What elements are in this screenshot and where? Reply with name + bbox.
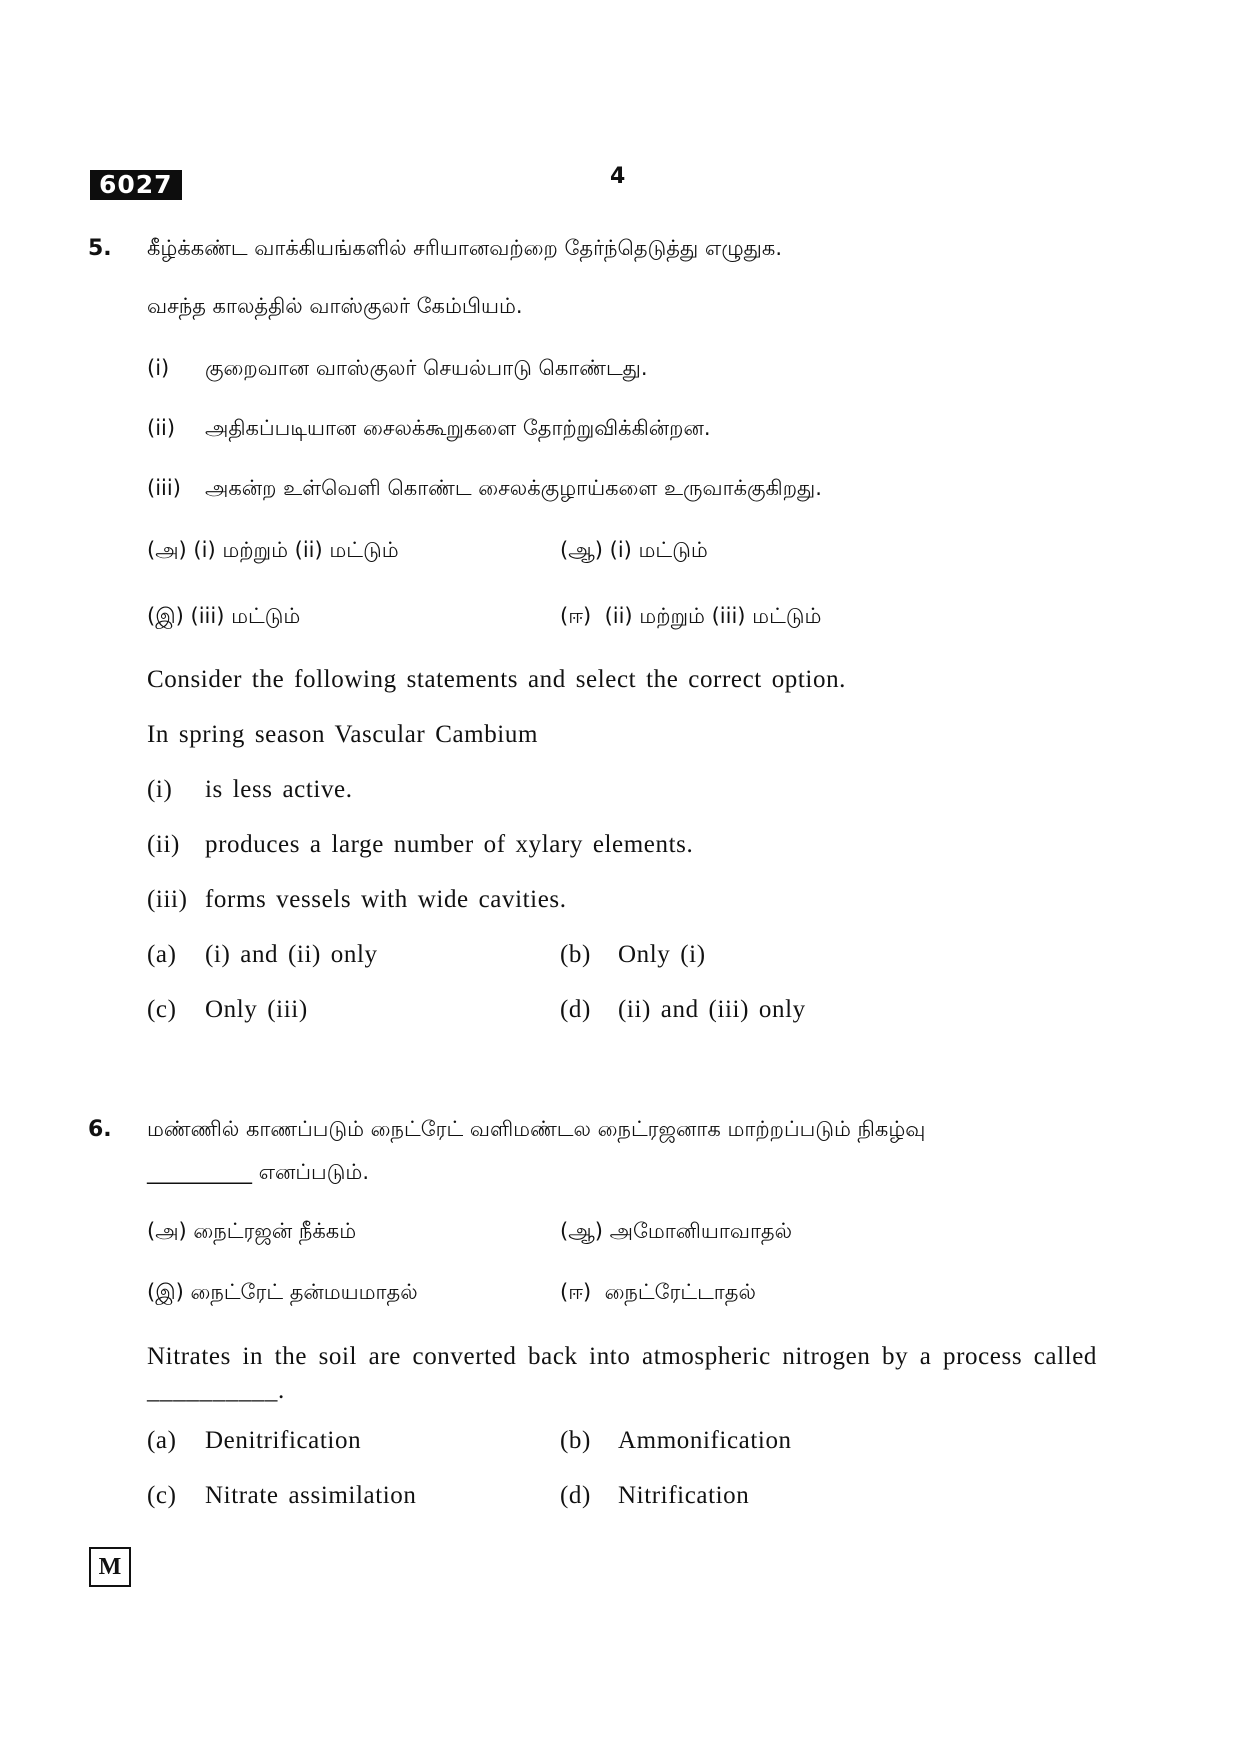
option-label: (c) bbox=[147, 996, 177, 1023]
option-text: Only (iii) bbox=[205, 996, 308, 1023]
q5-tamil-instruction: கீழ்க்கண்ட வாக்கியங்களில் சரியானவற்றை தேர்ந்தெடுத்து எழுதுக. bbox=[147, 236, 782, 260]
statement-number: (i) bbox=[147, 356, 170, 380]
q5-english-statement bbox=[147, 776, 353, 804]
option-label: (அ) bbox=[147, 1219, 187, 1243]
statement-number: (ii) bbox=[147, 831, 180, 858]
q6-tamil-option-b[interactable] bbox=[560, 1219, 792, 1246]
statement-text: is less active. bbox=[205, 776, 353, 803]
statement-text: அகன்ற உள்வெளி கொண்ட சைலக்குழாய்களை உருவாக்குகிறது. bbox=[205, 476, 822, 500]
q6-english-option-b[interactable] bbox=[560, 1427, 792, 1455]
option-label: (ஆ) bbox=[560, 1219, 603, 1243]
option-text: நைட்ரஜன் நீக்கம் bbox=[193, 1219, 357, 1243]
option-label: (ஈ) bbox=[560, 1280, 592, 1304]
option-label: (d) bbox=[560, 996, 591, 1023]
option-text: Denitrification bbox=[205, 1427, 362, 1454]
option-text: (ii) மற்றும் (iii) மட்டும் bbox=[604, 604, 822, 628]
q5-tamil-option-c[interactable] bbox=[147, 604, 300, 631]
option-text: (i) மற்றும் (ii) மட்டும் bbox=[193, 538, 399, 562]
q5-english-option-d[interactable] bbox=[560, 996, 806, 1024]
option-text: Nitrification bbox=[618, 1482, 750, 1509]
statement-number: (iii) bbox=[147, 476, 181, 500]
question-5-number: 5. bbox=[88, 236, 112, 261]
q5-english-statement bbox=[147, 886, 567, 914]
option-label: (ஈ) bbox=[560, 604, 592, 628]
q5-english-option-a[interactable] bbox=[147, 941, 378, 969]
medium-mark-box: M bbox=[89, 1547, 131, 1587]
q5-english-statement bbox=[147, 831, 693, 859]
option-label: (d) bbox=[560, 1482, 591, 1509]
q5-english-instruction: Consider the following statements and select the correct option. bbox=[147, 666, 847, 693]
statement-text: அதிகப்படியான சைலக்கூறுகளை தோற்றுவிக்கின்றன. bbox=[205, 416, 711, 440]
option-text: (iii) மட்டும் bbox=[190, 604, 301, 628]
page-number: 4 bbox=[610, 164, 626, 189]
option-text: (ii) and (iii) only bbox=[618, 996, 806, 1023]
q6-english-question: Nitrates in the soil are converted back into atmospheric nitrogen by a process called __________. bbox=[147, 1343, 1097, 1404]
q5-english-option-b[interactable] bbox=[560, 941, 706, 969]
statement-number: (ii) bbox=[147, 416, 176, 440]
option-text: Ammonification bbox=[618, 1427, 792, 1454]
q5-tamil-option-d[interactable] bbox=[560, 604, 821, 631]
option-label: (இ) bbox=[147, 604, 184, 628]
statement-text: forms vessels with wide cavities. bbox=[205, 886, 567, 913]
question-6-number: 6. bbox=[88, 1117, 112, 1142]
q6-tamil-option-d[interactable] bbox=[560, 1280, 756, 1307]
option-label: (இ) bbox=[147, 1280, 184, 1304]
option-text: நைட்ரேட்டாதல் bbox=[604, 1280, 756, 1304]
option-label: (b) bbox=[560, 941, 591, 968]
statement-text: குறைவான வாஸ்குலர் செயல்பாடு கொண்டது. bbox=[205, 356, 648, 380]
q5-tamil-stem: வசந்த காலத்தில் வாஸ்குலர் கேம்பியம். bbox=[147, 294, 523, 318]
q6-tamil-option-c[interactable] bbox=[147, 1280, 418, 1307]
q5-tamil-statement bbox=[147, 476, 822, 503]
statement-number: (i) bbox=[147, 776, 173, 803]
option-text: (i) and (ii) only bbox=[205, 941, 378, 968]
q6-tamil-question-line1: மண்ணில் காணப்படும் நைட்ரேட் வளிமண்டல நைட்ரஜனாக மாற்றப்படும் நிகழ்வு bbox=[147, 1117, 926, 1141]
option-text: Nitrate assimilation bbox=[205, 1482, 417, 1509]
q6-english-option-a[interactable] bbox=[147, 1427, 361, 1455]
q6-tamil-option-a[interactable] bbox=[147, 1219, 356, 1246]
q6-tamil-question-line2: __________ எனப்படும். bbox=[147, 1160, 369, 1184]
option-label: (அ) bbox=[147, 538, 187, 562]
q6-english-option-c[interactable] bbox=[147, 1482, 416, 1510]
option-label: (a) bbox=[147, 941, 177, 968]
option-label: (ஆ) bbox=[560, 538, 603, 562]
option-text: அமோனியாவாதல் bbox=[609, 1219, 793, 1243]
option-text: நைட்ரேட் தன்மயமாதல் bbox=[190, 1280, 418, 1304]
q5-tamil-statement bbox=[147, 356, 648, 383]
q5-english-option-c[interactable] bbox=[147, 996, 308, 1024]
option-label: (a) bbox=[147, 1427, 177, 1454]
paper-code: 6027 bbox=[90, 170, 182, 200]
option-label: (b) bbox=[560, 1427, 591, 1454]
q5-tamil-option-b[interactable] bbox=[560, 538, 708, 565]
statement-text: produces a large number of xylary elements. bbox=[205, 831, 694, 858]
statement-number: (iii) bbox=[147, 886, 188, 913]
q5-tamil-option-a[interactable] bbox=[147, 538, 399, 565]
q5-english-stem: In spring season Vascular Cambium bbox=[147, 721, 539, 748]
option-text: (i) மட்டும் bbox=[609, 538, 708, 562]
q6-english-option-d[interactable] bbox=[560, 1482, 749, 1510]
option-text: Only (i) bbox=[618, 941, 706, 968]
q5-tamil-statement bbox=[147, 416, 711, 443]
option-label: (c) bbox=[147, 1482, 177, 1509]
